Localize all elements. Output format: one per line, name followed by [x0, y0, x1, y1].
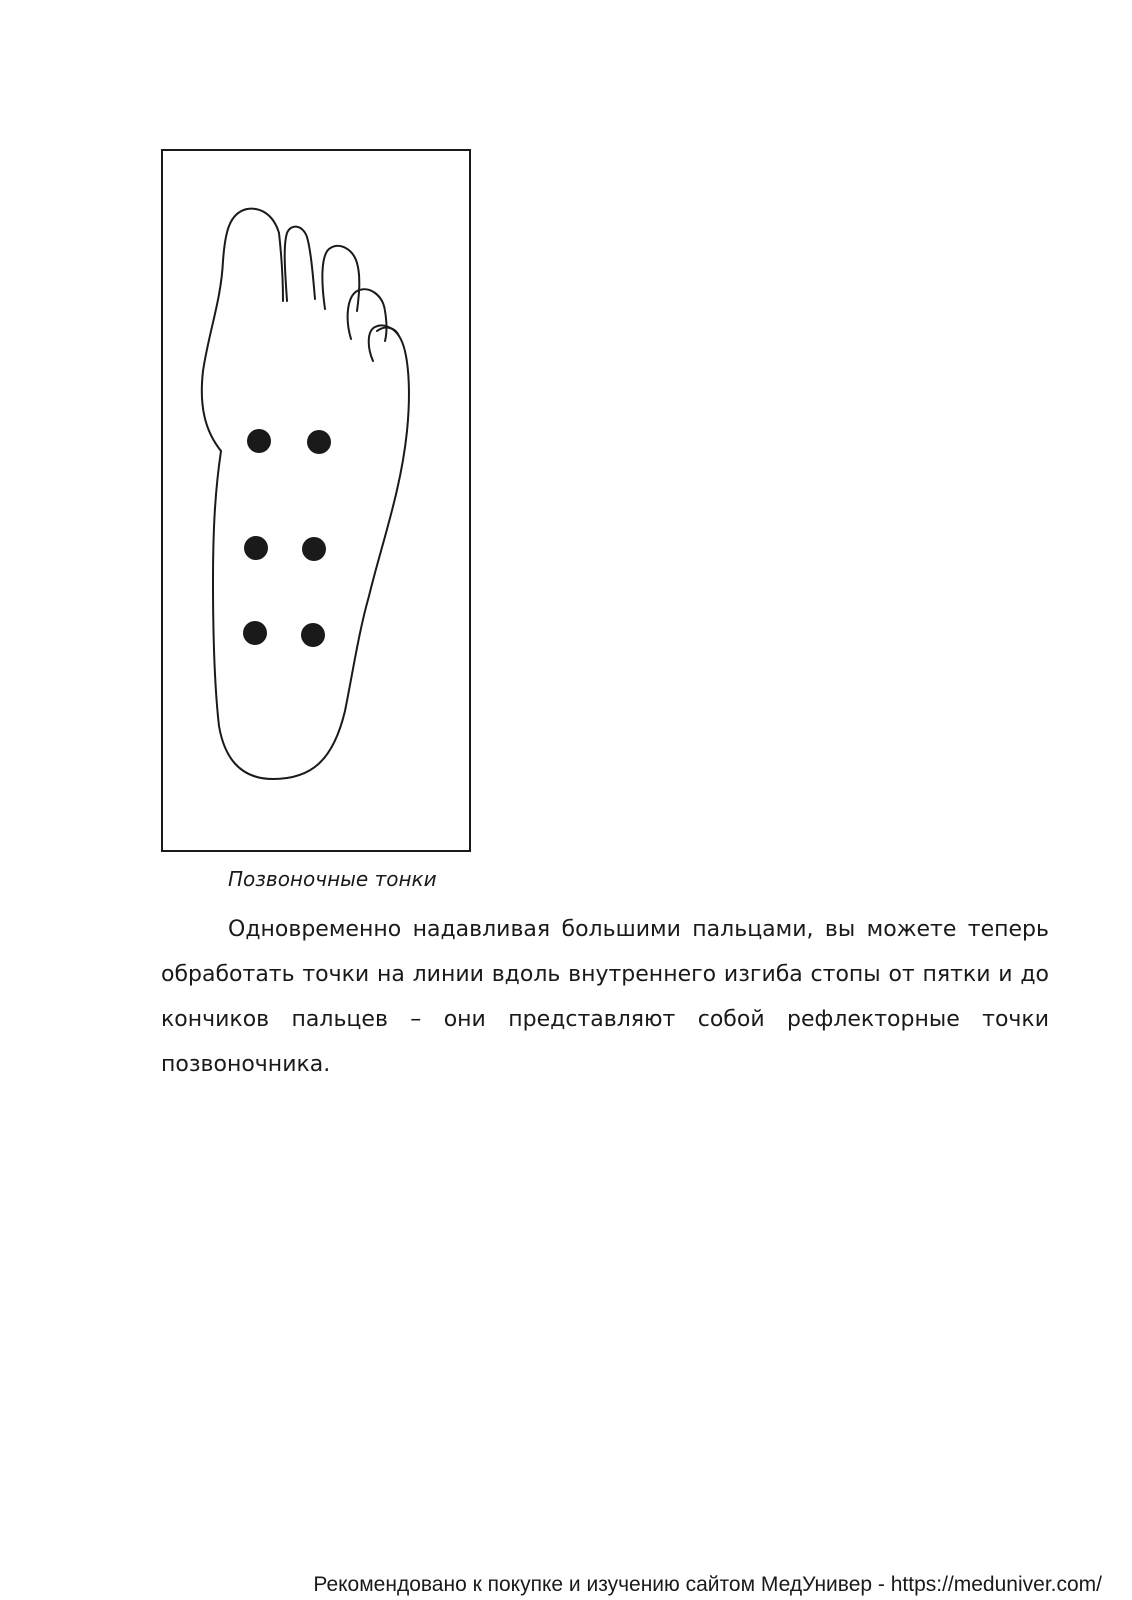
fifth-toe [369, 325, 399, 361]
reflex-point [243, 621, 267, 645]
third-toe [322, 246, 359, 311]
big-toe-line [279, 233, 283, 301]
foot-illustration [163, 151, 469, 850]
reflex-point [247, 429, 271, 453]
reflex-point [307, 430, 331, 454]
footer-note: Рекомендовано к покупке и изучению сайтом МедУнивер - https://meduniver.com/ [313, 1573, 1102, 1596]
fourth-toe [348, 289, 387, 341]
body-paragraph: Одновременно надавливая большими пальцами, вы можете теперь обработать точки на линии вдоль внутреннего изгиба стопы от пятки и до кончиков пальцев – они представляют собой рефлекторные точки позвоночника. [161, 917, 1049, 1077]
reflex-point [301, 623, 325, 647]
reflex-point [302, 537, 326, 561]
reflex-point [244, 536, 268, 560]
figure-caption: Позвоночные тонки [228, 867, 437, 891]
second-toe [285, 227, 315, 301]
figure-frame [161, 149, 471, 852]
